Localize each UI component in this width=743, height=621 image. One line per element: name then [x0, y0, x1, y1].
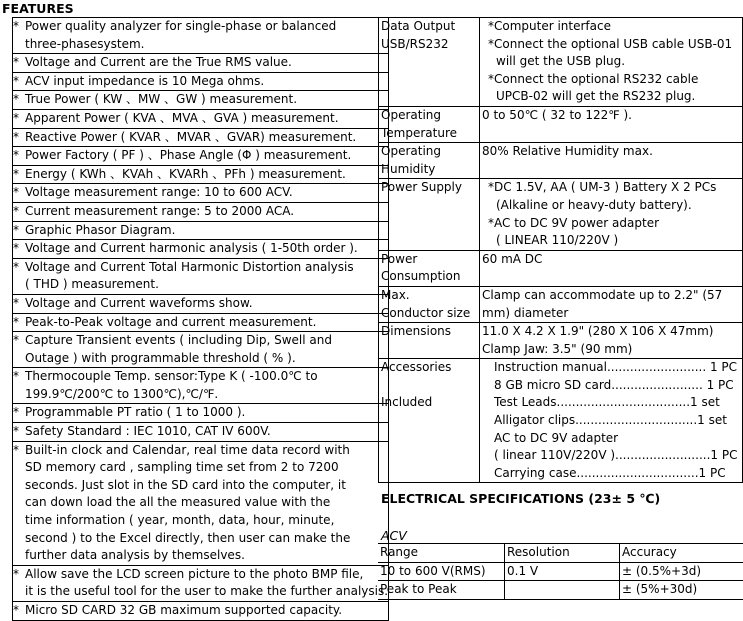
spec-value: 80% Relative Humidity max.	[480, 143, 743, 179]
feature-item	[13, 565, 389, 601]
spec-line	[482, 197, 742, 215]
feature-cell	[13, 184, 389, 203]
feature-text: Voltage and Current harmonic analysis ( 1-50th order ).	[25, 240, 388, 258]
spec-line-text: DC 1.5V, AA ( UM-3 ) Battery X 2 PCs	[494, 180, 716, 194]
header-resolution: Resolution	[505, 544, 620, 562]
feature-item	[13, 128, 389, 147]
feature-cell	[13, 441, 389, 565]
feature-text: second ) to the Excel directly, then user can make the	[25, 530, 388, 548]
bullet-star: *	[13, 18, 19, 36]
feature-cell	[13, 258, 389, 294]
spec-row-dimensions	[379, 323, 743, 359]
feature-text: Graphic Phasor Diagram.	[25, 222, 388, 240]
feature-cell	[13, 565, 389, 601]
accessory-item: Alligator clips................................1 set	[482, 412, 742, 430]
feature-cell	[13, 165, 389, 184]
spec-label: Max. Conductor size	[379, 286, 480, 322]
feature-text: further data analysis by themselves.	[25, 547, 388, 565]
feature-cell	[13, 313, 389, 332]
feature-cell	[13, 202, 389, 221]
feature-item	[13, 332, 389, 368]
features-table	[12, 17, 389, 621]
spec-row-max-conductor	[379, 286, 743, 322]
spec-row-operating-humidity	[379, 143, 743, 179]
accessory-item: AC to DC 9V adapter	[482, 430, 742, 448]
bullet-star: *	[13, 184, 19, 202]
feature-item	[13, 91, 389, 110]
feature-text: seconds. Just slot in the SD card into the computer, it	[25, 477, 388, 495]
table-row	[378, 562, 743, 581]
feature-item	[13, 258, 389, 294]
feature-text: Micro SD CARD 32 GB maximum supported capacity.	[25, 602, 388, 620]
bullet-star: *	[13, 240, 19, 258]
feature-text: Safety Standard : IEC 1010, CAT IV 600V.	[25, 423, 388, 441]
feature-item	[13, 240, 389, 259]
acv-header-row	[378, 544, 743, 562]
feature-text: ( THD ) measurement.	[25, 276, 388, 294]
spec-value: 0 to 50℃ ( 32 to 122℉ ).	[480, 106, 743, 142]
feature-cell	[13, 72, 389, 91]
table-row	[378, 581, 743, 600]
feature-item	[13, 202, 389, 221]
feature-text: Voltage and Current are the True RMS value.	[25, 54, 388, 72]
feature-text: 199.9℃/200℃ to 1300℃),℃/℉.	[25, 386, 388, 404]
feature-text: Capture Transient events ( including Dip, Swell and	[25, 332, 388, 350]
spec-row-accessories	[379, 359, 743, 483]
feature-item	[13, 54, 389, 73]
spec-label: Operating Humidity	[379, 143, 480, 179]
bullet-star: *	[13, 129, 19, 147]
feature-text: Current measurement range: 5 to 2000 ACA.	[25, 203, 388, 221]
feature-item	[13, 165, 389, 184]
spec-label: Power Supply	[379, 179, 480, 250]
bullet-star: *	[13, 110, 19, 128]
feature-item	[13, 423, 389, 442]
feature-cell	[13, 221, 389, 240]
spec-value	[480, 179, 743, 250]
feature-text: it is the useful tool for the user to make the further analysis.	[25, 583, 388, 601]
feature-item	[13, 602, 389, 621]
feature-text: Allow save the LCD screen picture to the photo BMP file,	[25, 566, 388, 584]
feature-text: three-phasesystem.	[25, 36, 388, 54]
bullet-star: *	[13, 91, 19, 109]
feature-item	[13, 147, 389, 166]
electrical-specs-heading: ELECTRICAL SPECIFICATIONS (23± 5 ℃)	[381, 490, 660, 508]
spec-line	[482, 232, 742, 250]
feature-text: Voltage and Current waveforms show.	[25, 295, 388, 313]
feature-item	[13, 441, 389, 565]
feature-cell	[13, 294, 389, 313]
accessory-item: Test Leads...................................1 set	[482, 394, 742, 412]
spec-value: Clamp can accommodate up to 2.2" (57 mm) diameter	[480, 286, 743, 322]
feature-cell	[13, 109, 389, 128]
features-heading: FEATURES	[2, 0, 74, 18]
cell-resolution	[505, 581, 620, 600]
feature-cell	[13, 404, 389, 423]
spec-line: *AC to DC 9V power adapter	[482, 215, 742, 233]
accessory-item: ( linear 110V/220V ).........................1 PC	[482, 447, 742, 465]
feature-cell	[13, 423, 389, 442]
spec-label: Data Output USB/RS232	[379, 18, 480, 107]
spec-line-text: ( LINEAR 110/220V )	[496, 233, 618, 247]
feature-item	[13, 313, 389, 332]
bullet-star: *	[13, 332, 19, 350]
spec-label: Operating Temperature	[379, 106, 480, 142]
bullet-star: *	[13, 314, 19, 332]
feature-cell	[13, 368, 389, 404]
accessory-item: 8 GB micro SD card........................ 1 PC	[482, 377, 742, 395]
cell-range: 10 to 600 V(RMS)	[378, 562, 505, 581]
header-accuracy: Accuracy	[620, 544, 743, 562]
acv-table	[378, 544, 743, 600]
feature-item	[13, 18, 389, 54]
feature-item	[13, 294, 389, 313]
spec-line: *DC 1.5V, AA ( UM-3 ) Battery X 2 PCs	[482, 179, 742, 197]
feature-item	[13, 109, 389, 128]
spec-row-power-consumption	[379, 250, 743, 286]
feature-text: Power quality analyzer for single-phase or balanced	[25, 18, 388, 36]
bullet-star: *	[13, 54, 19, 72]
feature-text: Peak-to-Peak voltage and current measurement.	[25, 314, 388, 332]
feature-cell	[13, 332, 389, 368]
header-range: Range	[378, 544, 505, 562]
bullet-star: *	[13, 147, 19, 165]
feature-text: ACV input impedance is 10 Mega ohms.	[25, 73, 388, 91]
feature-cell	[13, 54, 389, 73]
feature-text: Voltage measurement range: 10 to 600 ACV.	[25, 184, 388, 202]
spec-line: *Connect the optional USB cable USB-01	[482, 36, 742, 54]
bullet-star: *	[13, 368, 19, 386]
bullet-star: *	[13, 73, 19, 91]
cell-accuracy: ± (5%+30d)	[620, 581, 743, 600]
feature-item	[13, 221, 389, 240]
spec-value	[480, 359, 743, 483]
bullet-star: *	[13, 259, 19, 277]
bullet-star: *	[13, 423, 19, 441]
feature-text: SD memory card , sampling time set from 2 to 7200	[25, 459, 388, 477]
feature-text: Outage ) with programmable threshold ( % ).	[25, 350, 388, 368]
spec-line-text: Computer interface	[494, 19, 611, 33]
cell-range: Peak to Peak	[378, 581, 505, 600]
feature-cell	[13, 147, 389, 166]
feature-item	[13, 368, 389, 404]
spec-line: *Connect the optional RS232 cable	[482, 71, 742, 89]
bullet-star: *	[13, 166, 19, 184]
spec-row-operating-temperature	[379, 106, 743, 142]
spec-row-data-output	[379, 18, 743, 107]
cell-accuracy: ± (0.5%+3d)	[620, 562, 743, 581]
accessory-item: Carrying case................................1 PC	[482, 465, 742, 483]
spec-line-text: Connect the optional RS232 cable	[494, 72, 698, 86]
cell-resolution: 0.1 V	[505, 562, 620, 581]
feature-text: Power Factory ( PF ) 、Phase Angle (Φ ) measurement.	[25, 147, 388, 165]
bullet-star: *	[13, 203, 19, 221]
accessory-item: Instruction manual.......................... 1 PC	[482, 359, 742, 377]
bullet-star: *	[13, 295, 19, 313]
bullet-star: *	[13, 222, 19, 240]
feature-text: can down load the all the measured value with the	[25, 494, 388, 512]
bullet-star: *	[13, 442, 19, 460]
feature-text: Programmable PT ratio ( 1 to 1000 ).	[25, 404, 388, 422]
feature-cell	[13, 18, 389, 54]
feature-cell	[13, 602, 389, 621]
spec-line-text: AC to DC 9V power adapter	[494, 216, 659, 230]
feature-text: time information ( year, month, data, hour, minute,	[25, 512, 388, 530]
spec-line	[482, 53, 742, 71]
spec-value	[480, 18, 743, 107]
spec-table	[378, 17, 743, 483]
spec-line-text: (Alkaline or heavy-duty battery).	[496, 198, 692, 212]
bullet-star: *	[13, 566, 19, 584]
spec-line-text: UPCB-02 will get the RS232 plug.	[496, 89, 695, 103]
feature-item	[13, 72, 389, 91]
feature-text: Energy ( KWh 、KVAh 、KVARh 、PFh ) measurement.	[25, 166, 388, 184]
spec-label: Accessories Included	[379, 359, 480, 483]
feature-text: Built-in clock and Calendar, real time data record with	[25, 442, 388, 460]
feature-text: Thermocouple Temp. sensor:Type K ( -100.0℃ to	[25, 368, 388, 386]
feature-item	[13, 184, 389, 203]
spec-value: 11.0 X 4.2 X 1.9" (280 X 106 X 47mm) Clamp Jaw: 3.5" (90 mm)	[480, 323, 743, 359]
feature-text: Reactive Power ( KVAR 、MVAR 、GVAR) measurement.	[25, 129, 388, 147]
spec-line-text: Connect the optional USB cable USB-01	[494, 37, 732, 51]
spec-row-power-supply	[379, 179, 743, 250]
feature-cell	[13, 128, 389, 147]
spec-label: Power Consumption	[379, 250, 480, 286]
spec-line	[482, 88, 742, 106]
bullet-star: *	[13, 404, 19, 422]
spec-line-text: will get the USB plug.	[496, 54, 625, 68]
spec-line: *Computer interface	[482, 18, 742, 36]
acv-title: ACV	[381, 527, 407, 545]
feature-cell	[13, 240, 389, 259]
spec-value: 60 mA DC	[480, 250, 743, 286]
feature-text: Voltage and Current Total Harmonic Distortion analysis	[25, 259, 388, 277]
feature-cell	[13, 91, 389, 110]
spec-label: Dimensions	[379, 323, 480, 359]
feature-text: True Power ( KW 、MW 、GW ) measurement.	[25, 91, 388, 109]
feature-item	[13, 404, 389, 423]
feature-text: Apparent Power ( KVA 、MVA 、GVA ) measurement.	[25, 110, 388, 128]
bullet-star: *	[13, 602, 19, 620]
